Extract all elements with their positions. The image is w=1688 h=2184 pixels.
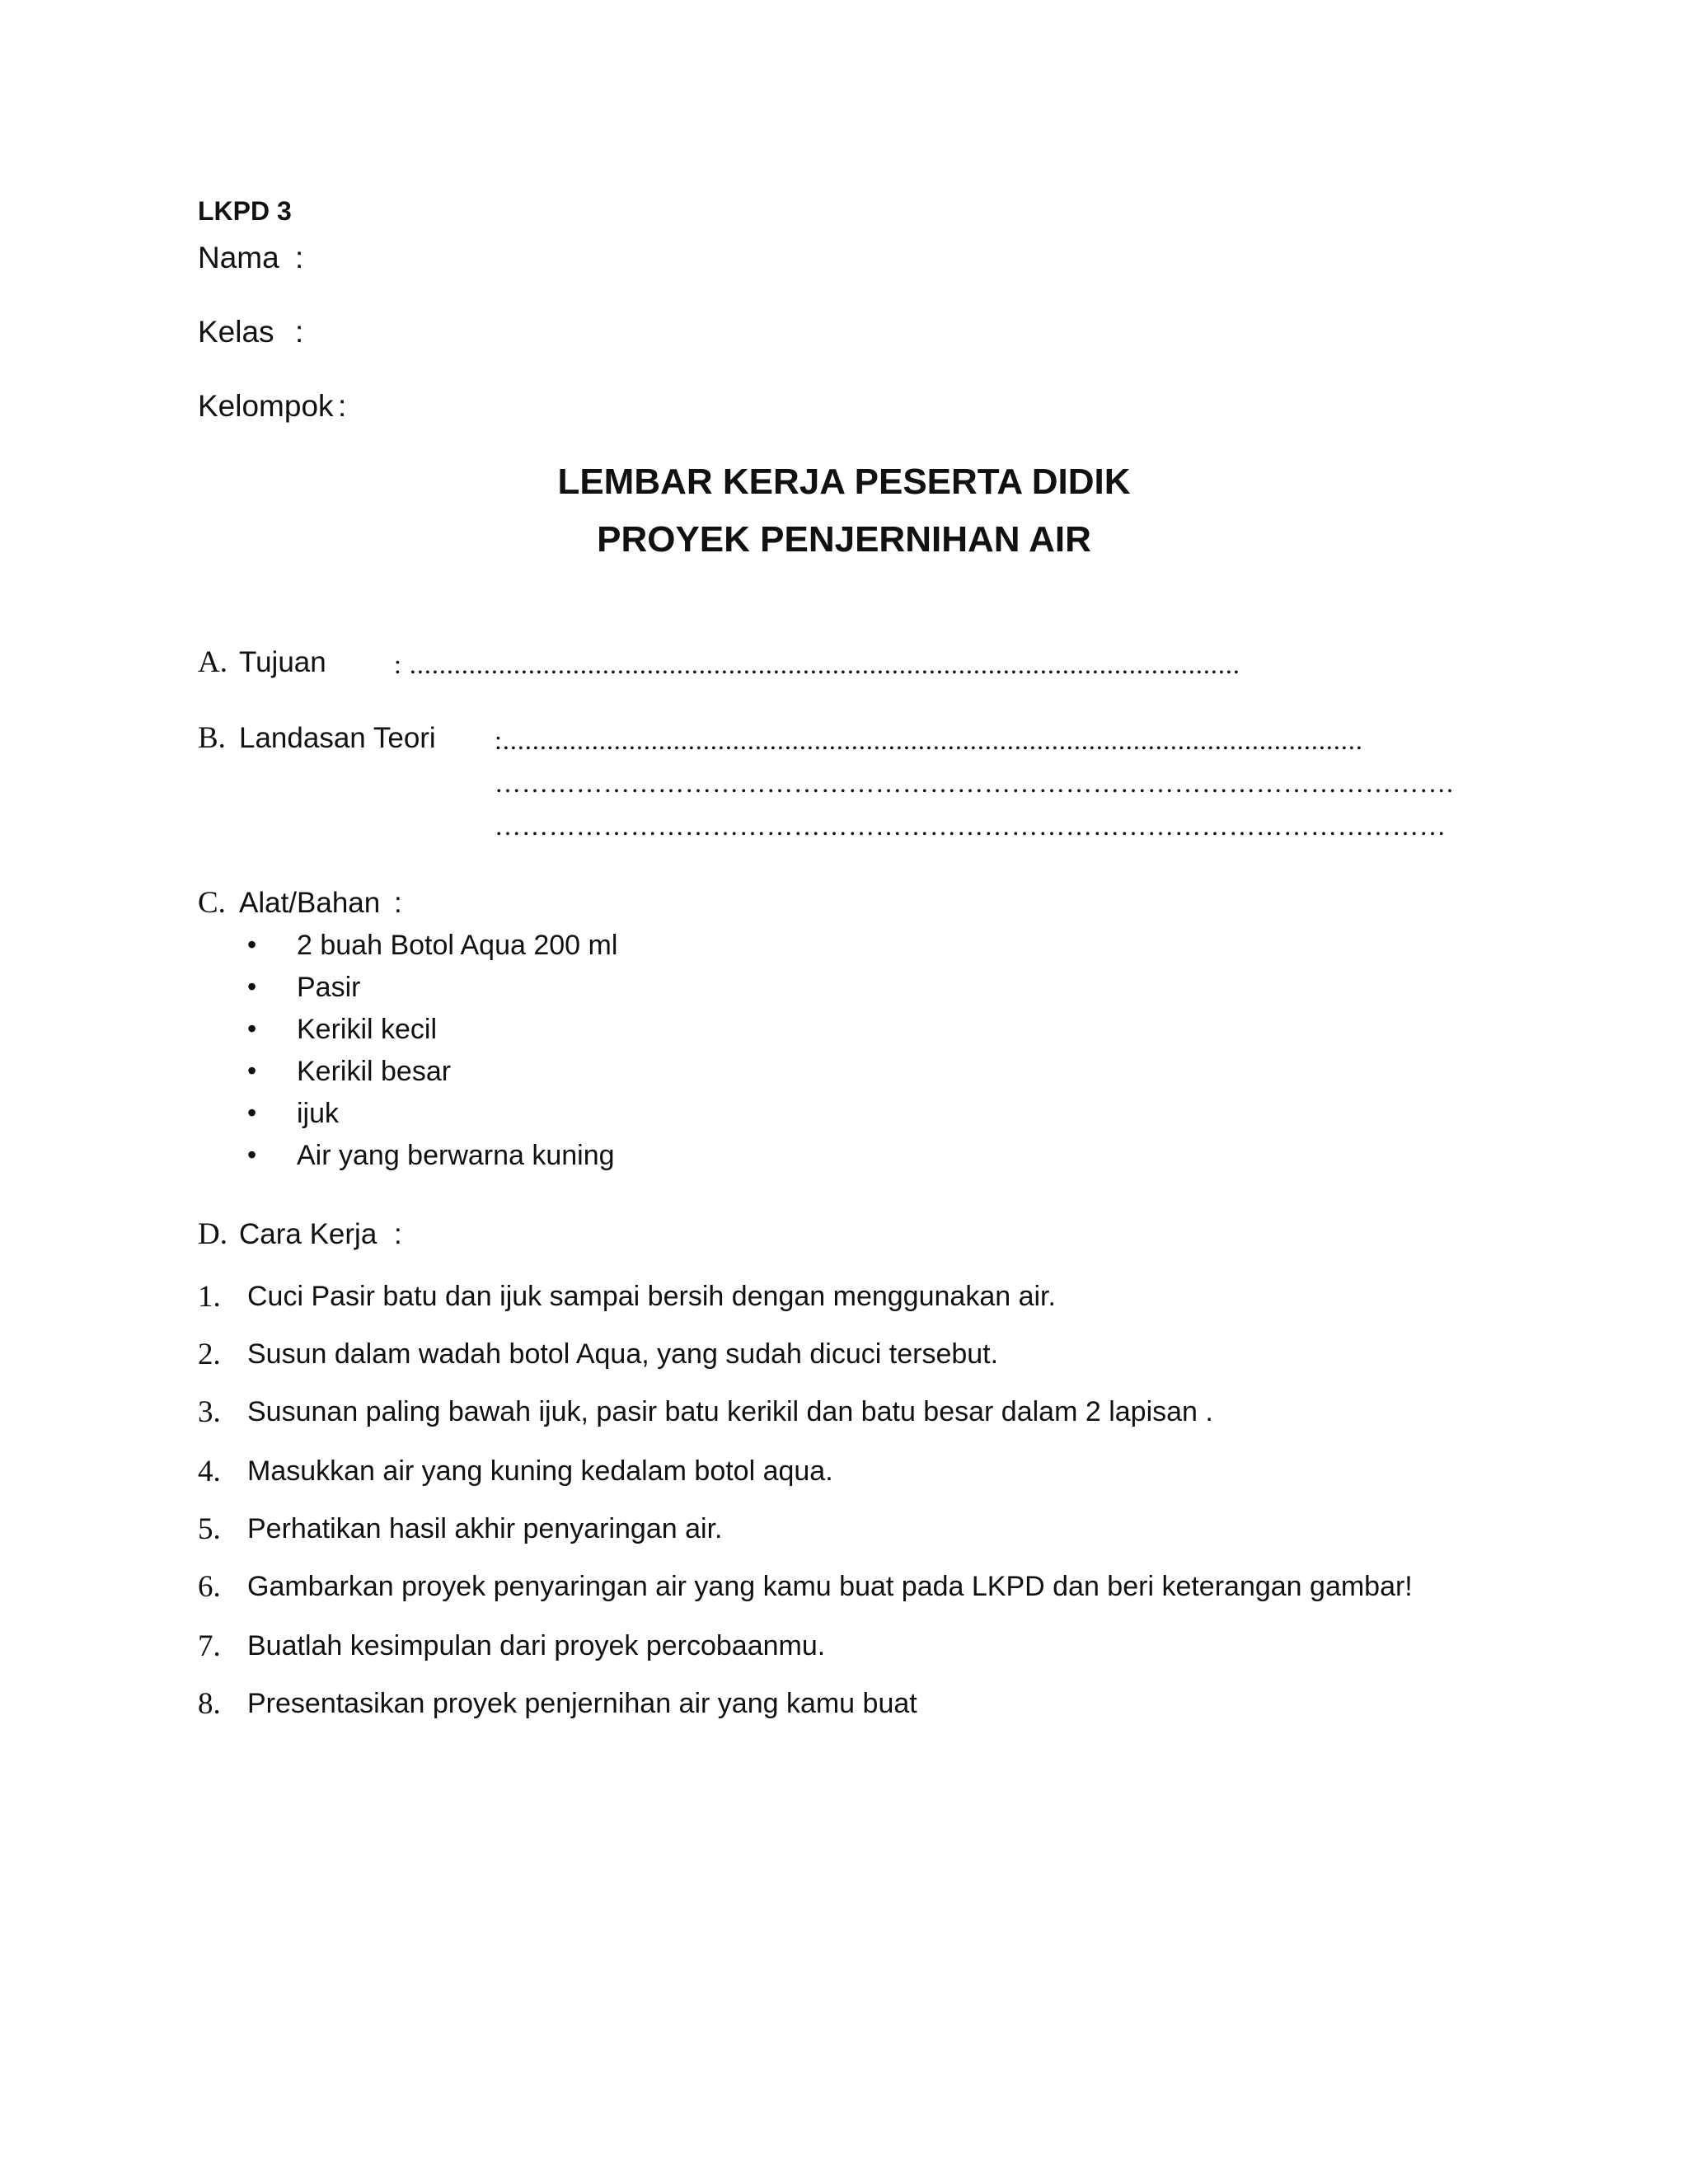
section-d-separator: : [394,1218,402,1250]
field-nama-label: Nama [198,241,279,274]
bullet-icon: • [247,1056,257,1085]
step-number: 8. [198,1687,221,1721]
field-kelas-separator: : [295,315,304,349]
section-d-label: Cara Kerja [239,1218,377,1250]
step-text: Gambarkan proyek penyaringan air yang kamu buat pada LKPD dan beri keterangan gambar! [247,1571,1413,1602]
step-number: 2. [198,1338,221,1371]
step-text: Masukkan air yang kuning kedalam botol aqua. [247,1455,833,1487]
step-number: 7. [198,1629,221,1663]
section-a-label: Tujuan [239,646,326,678]
section-b-answer-line-2: ……………………………………………………………………………………………. [495,768,1454,798]
step-text: Perhatikan hasil akhir penyaringan air. [247,1513,723,1544]
step-number: 6. [198,1570,221,1604]
list-item: Pasir [297,972,361,1003]
bullet-icon: • [247,1014,257,1043]
section-a-letter: A. [198,645,227,679]
step-text: Cuci Pasir batu dan ijuk sampai bersih dengan menggunakan air. [247,1281,1056,1312]
page-title-line1: LEMBAR KERJA PESERTA DIDIK [557,462,1131,502]
list-item: 2 buah Botol Aqua 200 ml [297,930,618,961]
field-kelompok-label: Kelompok [198,389,334,423]
section-d-letter: D. [198,1217,227,1251]
list-item: Air yang berwarna kuning [297,1140,615,1171]
field-kelas-label: Kelas [198,315,274,349]
field-kelompok-separator: : [338,389,347,423]
step-text: Buatlah kesimpulan dari proyek percobaanmu. [247,1630,826,1661]
list-item: Kerikil besar [297,1056,452,1087]
bullet-icon: • [247,1140,257,1169]
list-item: ijuk [297,1098,340,1129]
section-b-answer-line-3: …………………………………………………………………………………………… [495,811,1447,841]
step-number: 5. [198,1512,221,1546]
section-b-label: Landasan Teori [239,722,436,754]
bullet-icon: • [247,1098,257,1127]
bullet-icon: • [247,972,257,1001]
section-b-answer-line-1: :.................................................................................................................... [495,725,1363,755]
step-number: 3. [198,1395,221,1429]
section-c-separator: : [394,887,402,919]
list-item: Kerikil kecil [297,1014,438,1045]
bullet-icon: • [247,930,257,959]
step-text: Susunan paling bawah ijuk, pasir batu kerikil dan batu besar dalam 2 lapisan . [247,1396,1213,1427]
step-text: Susun dalam wadah botol Aqua, yang sudah dicuci tersebut. [247,1338,999,1370]
section-c-letter: C. [198,886,226,920]
page-title-line2: PROYEK PENJERNIHAN AIR [597,519,1091,560]
section-a-answer-line: : ................................................................................................................ [394,649,1240,679]
step-number: 1. [198,1280,221,1314]
section-b-letter: B. [198,721,226,755]
step-number: 4. [198,1455,221,1488]
field-nama-separator: : [295,241,304,274]
step-text: Presentasikan proyek penjernihan air yang kamu buat [247,1688,917,1719]
section-c-label: Alat/Bahan [239,887,381,919]
document-code: LKPD 3 [198,196,292,226]
